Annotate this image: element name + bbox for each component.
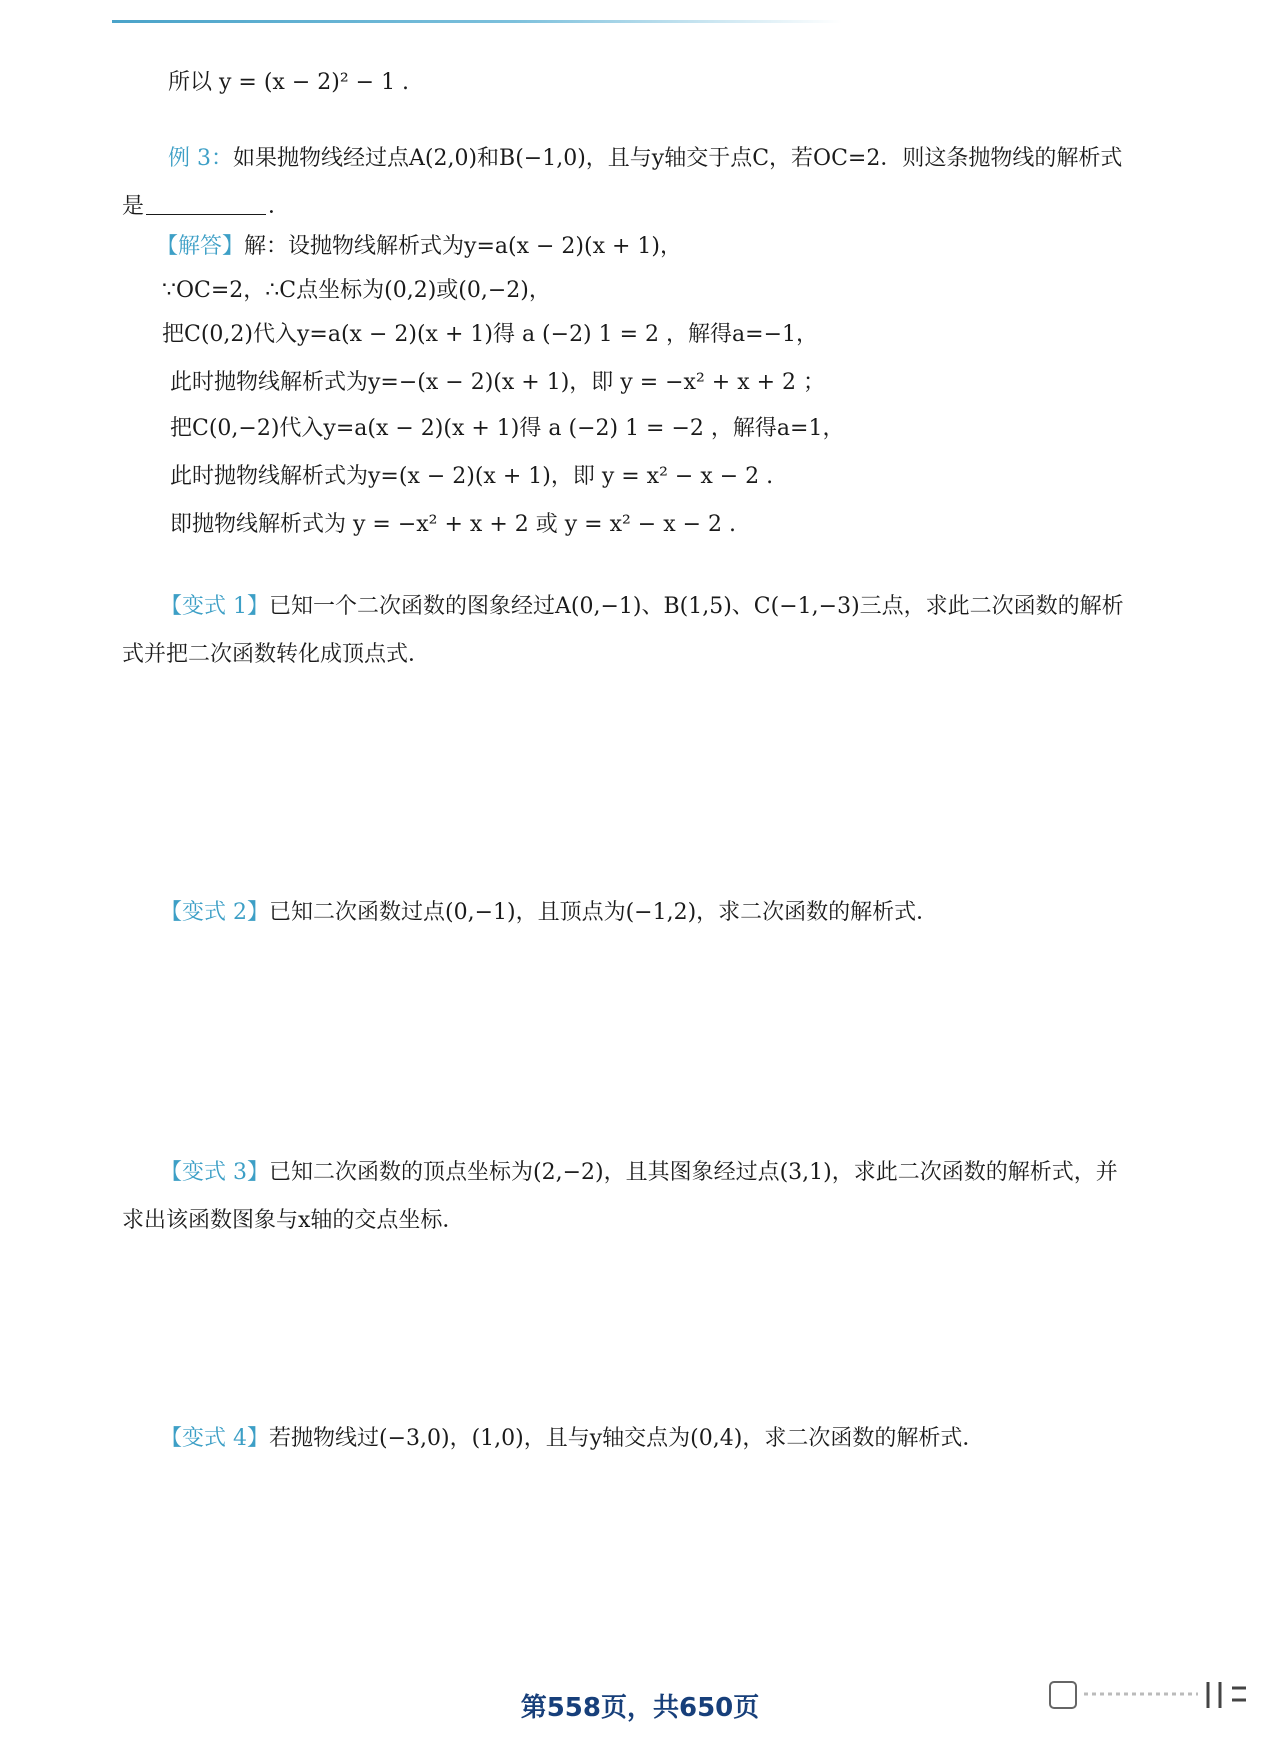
answer-label: 【解答】 — [156, 234, 245, 259]
header-rule — [112, 20, 842, 23]
page-number: 第558页，共650页 — [520, 1693, 760, 1723]
variant-4-text: 若抛物线过(−3,0)，(1,0)，且与y轴交点为(0,4)，求二次函数的解析式． — [269, 1426, 985, 1451]
answer-text: 解：设抛物线解析式为y=a(x − 2)(x + 1)， — [244, 234, 682, 259]
variant-1 — [160, 592, 1124, 622]
viewer-toolbar-icon — [1048, 1678, 1248, 1714]
variant-4 — [160, 1424, 984, 1454]
answer-line-2: ∵OC=2，∴C点坐标为(0,2)或(0,−2)， — [162, 278, 551, 303]
answer-line-6: 此时抛物线解析式为y=(x − 2)(x + 1)，即 y = x² − x − 2 . — [170, 464, 774, 489]
variant-1-label: 【变式 1】 — [160, 594, 269, 619]
variant-3-text: 已知二次函数的顶点坐标为(2,−2)，且其图象经过点(3,1)，求此二次函数的解析式，并 — [269, 1160, 1118, 1185]
answer-line-4: 此时抛物线解析式为y=−(x − 2)(x + 1)，即 y = −x² + x + 2 ； — [170, 370, 826, 395]
example-3-question — [168, 144, 1122, 174]
variant-3 — [160, 1158, 1118, 1188]
answer-line-5: 把C(0,−2)代入y=a(x − 2)(x + 1)得 a (−2) 1 = −2 ，解得a=1， — [170, 416, 845, 441]
variant-2 — [160, 898, 938, 928]
variant-4-label: 【变式 4】 — [160, 1426, 269, 1451]
variant-3-label: 【变式 3】 — [160, 1160, 269, 1185]
answer-line-1 — [156, 232, 682, 262]
example-3-text: 如果抛物线经过点A(2,0)和B(−1,0)，且与y轴交于点C，若OC=2．则这条抛物线的解析式 — [233, 146, 1123, 171]
example-3-label: 例 3： — [168, 146, 233, 171]
variant-1-cont: 式并把二次函数转化成顶点式． — [122, 642, 431, 667]
variant-1-text: 已知一个二次函数的图象经过A(0,−1)、B(1,5)、C(−1,−3)三点，求此二次函数的解析 — [269, 594, 1124, 619]
example-3-prefix: 是 — [122, 194, 145, 219]
previous-answer-ending: 所以 y = (x − 2)² − 1 . — [168, 70, 410, 95]
answer-blank — [146, 214, 266, 215]
variant-3-cont: 求出该函数图象与x轴的交点坐标． — [122, 1208, 465, 1233]
example-3-suffix: ． — [268, 194, 291, 219]
answer-line-3: 把C(0,2)代入y=a(x − 2)(x + 1)得 a (−2) 1 = 2 ，解得a=−1， — [162, 322, 819, 347]
example-3-question-cont — [122, 192, 290, 222]
variant-2-label: 【变式 2】 — [160, 900, 269, 925]
answer-line-7: 即抛物线解析式为 y = −x² + x + 2 或 y = x² − x − 2 . — [170, 512, 737, 537]
variant-2-text: 已知二次函数过点(0,−1)，且顶点为(−1,2)，求二次函数的解析式． — [269, 900, 939, 925]
